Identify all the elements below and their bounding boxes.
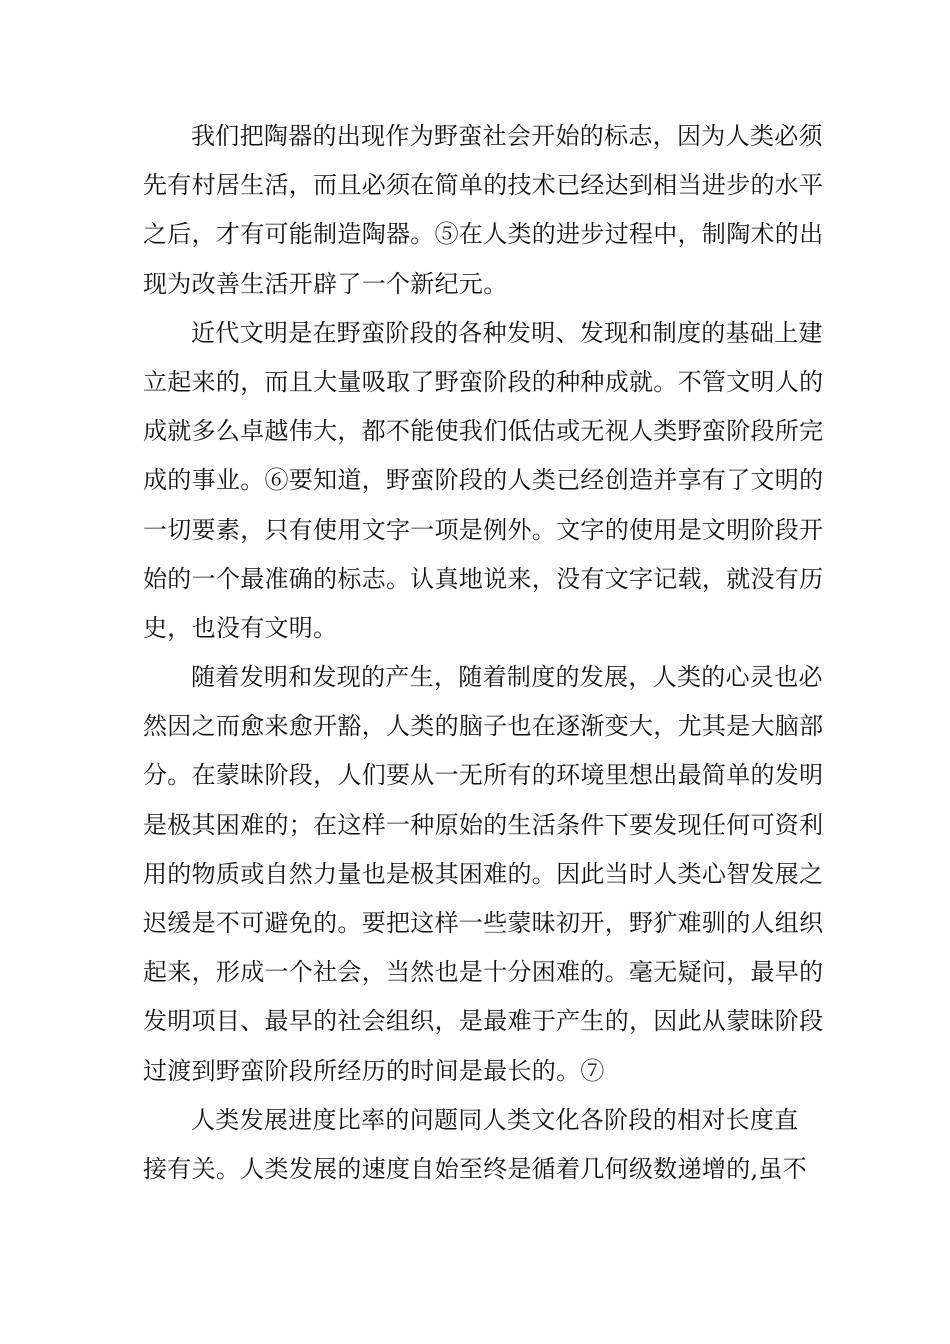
text-line: 接有关。人类发展的速度自始至终是循着几何级数递增的,虽不	[143, 1154, 808, 1183]
text-line: 过渡到野蛮阶段所经历的时间是最长的。⑦	[143, 1056, 605, 1085]
text-line: 迟缓是不可避免的。要把这样一些蒙昧初开，野犷难驯的人组织	[143, 909, 824, 937]
text-line: 分。在蒙昧阶段，人们要从一无所有的环境里想出最简单的发明	[143, 761, 824, 790]
text-line: 成就多么卓越伟大，都不能使我们低估或无视人类野蛮阶段所完	[143, 417, 824, 446]
text-line: 之后，才有可能制造陶器。⑤在人类的进步过程中，制陶术的出	[143, 220, 824, 249]
text-line: 发明项目、最早的社会组织，是最难于产生的，因此从蒙昧阶段	[143, 1007, 824, 1036]
text-line: 近代文明是在野蛮阶段的各种发明、发现和制度的基础上建	[191, 318, 823, 347]
text-line: 人类发展进度比率的问题同人类文化各阶段的相对长度直	[191, 1105, 799, 1134]
text-line: 一切要素，只有使用文字一项是例外。文字的使用是文明阶段开	[143, 515, 824, 544]
text-line: 始的一个最准确的标志。认真地说来，没有文字记载，就没有历	[143, 564, 824, 593]
text-line: 随着发明和发现的产生，随着制度的发展，人类的心灵也必	[191, 663, 823, 692]
text-line: 先有村居生活，而且必须在简单的技术已经达到相当进步的水平	[143, 171, 824, 200]
text-line: 起来，形成一个社会，当然也是十分困难的。毫无疑问，最早的	[143, 958, 824, 987]
paragraph-2	[143, 309, 824, 653]
text-line: 然因之而愈来愈开豁，人类的脑子也在逐渐变大，尤其是大脑部	[143, 712, 824, 741]
paragraph-4	[143, 1096, 808, 1194]
paragraph-1	[143, 112, 824, 309]
paragraph-3	[143, 653, 824, 1096]
text-line: 史，也没有文明。	[143, 613, 338, 642]
text-line: 是极其困难的；在这样一种原始的生活条件下要发现任何可资利	[143, 810, 824, 839]
text-line: 用的物质或自然力量也是极其困难的。因此当时人类心智发展之	[143, 859, 824, 888]
body-text	[143, 112, 824, 1194]
text-line: 现为改善生活开辟了一个新纪元。	[143, 269, 508, 298]
text-line: 立起来的，而且大量吸取了野蛮阶段的种种成就。不管文明人的	[143, 367, 824, 396]
text-line: 我们把陶器的出现作为野蛮社会开始的标志，因为人类必须	[191, 122, 823, 150]
text-line: 成的事业。⑥要知道，野蛮阶段的人类已经创造并享有了文明的	[143, 466, 824, 495]
